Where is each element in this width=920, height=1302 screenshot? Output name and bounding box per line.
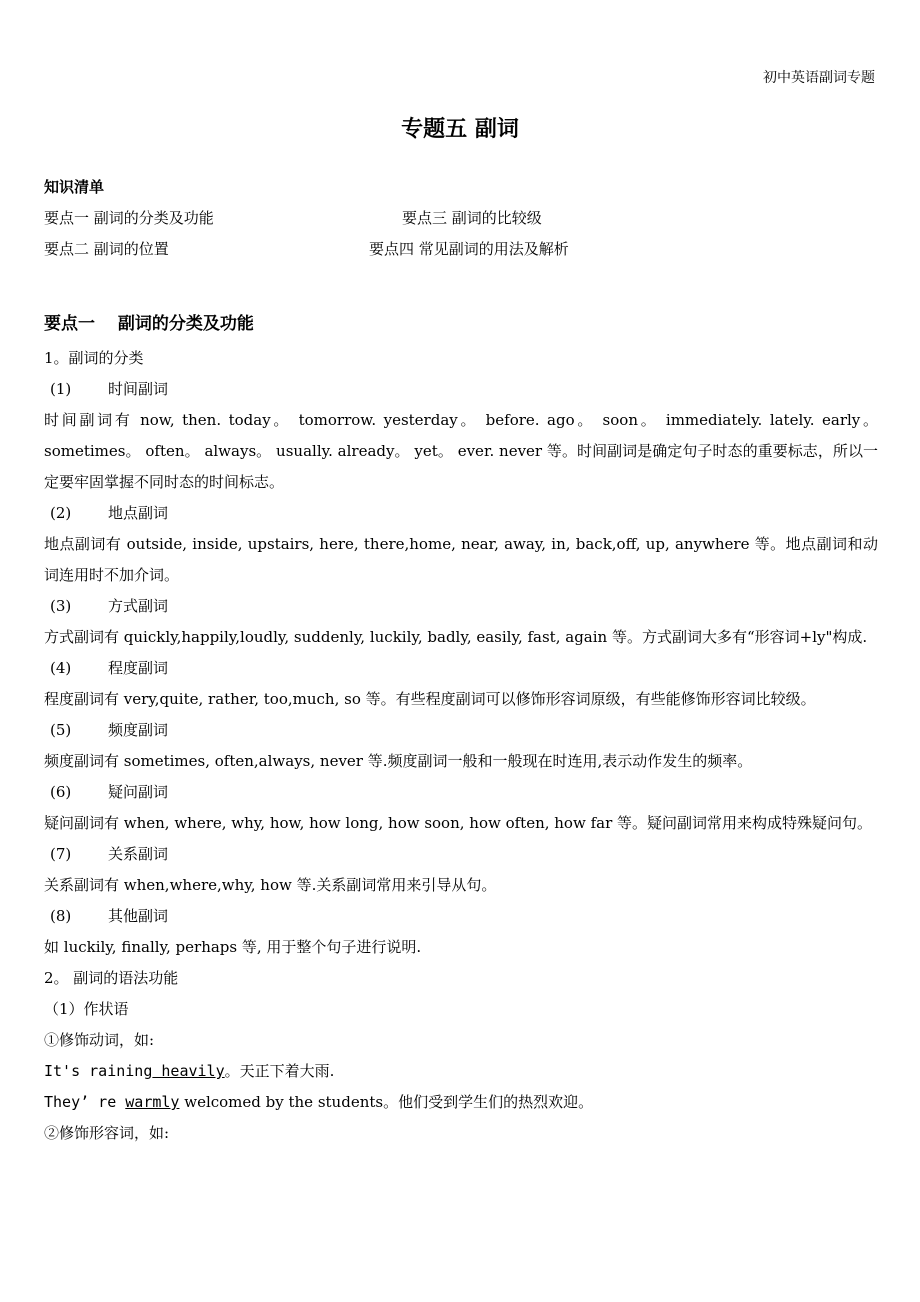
underlined-word: heavily: [152, 1062, 225, 1080]
usage-label: ②修饰形容词，如:: [44, 1124, 170, 1142]
category-title: [44, 777, 878, 808]
toc-item: 要点四 常见副词的用法及解析: [369, 240, 569, 258]
category-desc: 频度副词有 sometimes, often,always, never 等.频度副词一般和一般现在时连用,表示动作发生的频率。: [44, 752, 753, 770]
category-number: (7): [50, 845, 72, 863]
toc-item: 要点一 副词的分类及功能: [44, 209, 214, 227]
category-title: [44, 653, 878, 684]
category-title: [44, 498, 878, 529]
underlined-word: warmly: [125, 1093, 180, 1111]
subsection-title: 1。副词的分类: [44, 349, 144, 367]
category-number: (6): [50, 783, 72, 801]
category-name: 频度副词: [108, 721, 169, 739]
category-desc: 关系副词有 when,where,why, how 等.关系副词常用来引导从句。: [44, 876, 497, 894]
document-body: [44, 172, 878, 1149]
category-number: (4): [50, 659, 72, 677]
page-title: 专题五 副词: [401, 117, 519, 142]
category-number: (5): [50, 721, 72, 739]
toc-item: 要点三 副词的比较级: [402, 209, 542, 227]
category-title: [44, 901, 878, 932]
category-name: 其他副词: [108, 907, 169, 925]
category-title: [44, 839, 878, 870]
toc-heading: 知识清单: [44, 178, 105, 196]
category-number: (8): [50, 907, 72, 925]
page-header: 初中英语副词专题: [763, 70, 875, 86]
category-desc: 时间副词有 now, then. today。 tomorrow. yesterday。 before. ago。 soon。 immediately. lately. early。 sometimes。 often。 always。 usually. already。 yet。 ever. never 等。时间副词是确定句子时态的重要标志，所以一定要牢固掌握不同时态的时间标志。: [44, 411, 878, 491]
category-name: 地点副词: [108, 504, 169, 522]
example-text: 。天正下着大雨.: [224, 1062, 335, 1080]
category-desc: 方式副词有 quickly,happily,loudly, suddenly, luckily, badly, easily, fast, again 等。方式副词大多有“形容词+ly"构成.: [44, 628, 868, 646]
toc-row: [44, 234, 878, 265]
subsection-title: （1）作状语: [44, 1000, 129, 1018]
category-name: 方式副词: [108, 597, 169, 615]
category-title: [44, 374, 878, 405]
category-name: 疑问副词: [108, 783, 169, 801]
category-desc: 疑问副词有 when, where, why, how, how long, how soon, how often, how far 等。疑问副词常用来构成特殊疑问句。: [44, 814, 873, 832]
subsection-title: 2。 副词的语法功能: [44, 969, 179, 987]
category-name: 程度副词: [108, 659, 169, 677]
category-number: (1): [50, 380, 72, 398]
example-text: welcomed by the students。他们受到学生们的热烈欢迎。: [179, 1093, 594, 1111]
toc-item: 要点二 副词的位置: [44, 240, 169, 258]
category-name: 关系副词: [108, 845, 169, 863]
category-desc: 地点副词有 outside, inside, upstairs, here, there,home, near, away, in, back,off, up, anywhere 等。地点副词和动词连用时不加介词。: [44, 535, 878, 584]
category-number: (2): [50, 504, 72, 522]
example-text: It's raining: [44, 1062, 153, 1080]
example-sentence: [44, 1087, 878, 1118]
category-title: [44, 591, 878, 622]
section-heading: 要点一 副词的分类及功能: [44, 314, 254, 334]
category-name: 时间副词: [108, 380, 169, 398]
category-title: [44, 715, 878, 746]
usage-label: ①修饰动词，如:: [44, 1031, 155, 1049]
example-sentence: [44, 1056, 878, 1087]
category-desc: 程度副词有 very,quite, rather, too,much, so 等。有些程度副词可以修饰形容词原级，有些能修饰形容词比较级。: [44, 690, 816, 708]
category-desc: 如 luckily, finally, perhaps 等, 用于整个句子进行说明.: [44, 938, 422, 956]
category-number: (3): [50, 597, 72, 615]
toc-row: [44, 203, 878, 234]
example-text: They’ re: [44, 1093, 126, 1111]
